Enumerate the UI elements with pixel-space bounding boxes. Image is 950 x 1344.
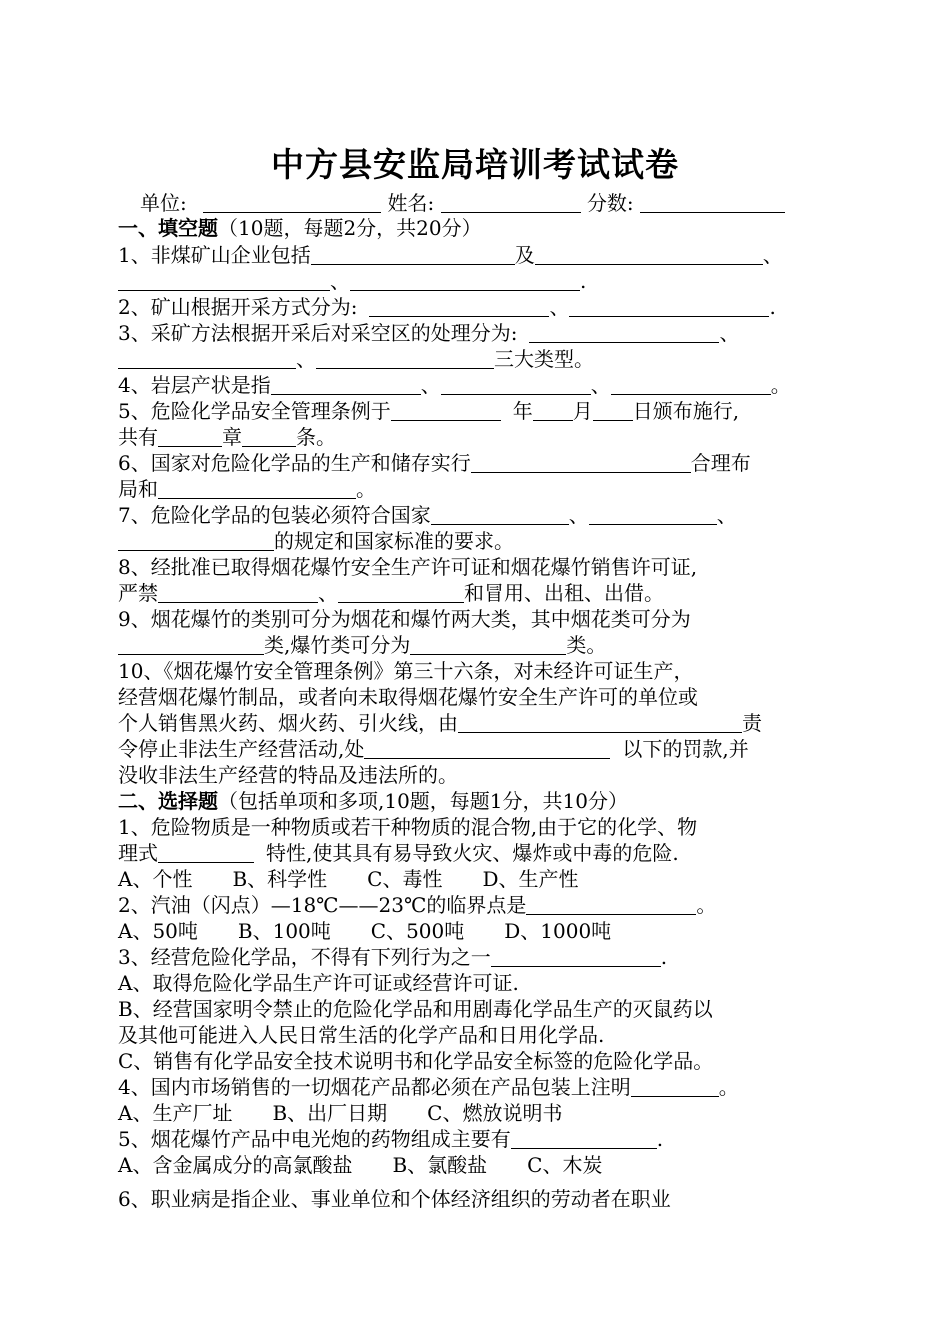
q6-text-2: 合理布 — [690, 451, 751, 475]
q1-blank-1[interactable] — [311, 244, 515, 265]
q1-end: . — [580, 269, 587, 293]
header-row — [140, 190, 785, 216]
mc3-option-a[interactable] — [118, 970, 519, 996]
q10-text-4: 责 — [742, 711, 762, 735]
mc3-option-b[interactable] — [118, 996, 713, 1022]
q1-blank-4[interactable] — [350, 270, 580, 291]
q9-end: 类。 — [566, 633, 607, 657]
q5-year: 年 — [512, 399, 533, 423]
mc2-text: 2、汽油（闪点）—18℃——23℃的临界点是 — [118, 893, 527, 917]
q8-blank-2[interactable] — [338, 582, 464, 603]
mc3-option-b-cont — [118, 1022, 604, 1048]
mc4-line — [118, 1074, 739, 1100]
q2-text: 2、矿山根据开采方式分为: — [118, 295, 358, 319]
q1-line — [118, 242, 783, 268]
mc3-blank[interactable] — [491, 946, 661, 967]
mc3-end: . — [660, 945, 668, 969]
mc4-options[interactable] — [118, 1100, 562, 1126]
mc1-blank[interactable] — [158, 842, 254, 863]
q5-line — [118, 398, 739, 424]
q5-month-blank[interactable] — [533, 400, 573, 421]
mc5-options-text: A、含金属成分的高氯酸盐 B、氯酸盐 C、木炭 — [118, 1153, 603, 1177]
q8-end: 和冒用、出租、出借。 — [464, 581, 664, 605]
q8-line — [118, 554, 697, 580]
q9-text: 9、烟花爆竹的类别可分为烟花和爆竹两大类，其中烟花类可分为 — [118, 607, 691, 631]
q5-article: 条。 — [296, 425, 336, 449]
score-label: 分数: — [586, 191, 634, 215]
section2-note: （包括单项和多项,10题，每题1分，共10分） — [218, 789, 628, 813]
q5-month: 月 — [572, 399, 593, 423]
q1-text: 1、非煤矿山企业包括 — [118, 243, 311, 267]
q7-blank-3[interactable] — [118, 530, 274, 551]
q2-blank-2[interactable] — [569, 296, 769, 317]
mc3-option-a-text: A、取得危险化学品生产许可证或经营许可证. — [118, 971, 519, 995]
q10-line-3 — [118, 710, 762, 736]
q5-day: 日颁布施行, — [632, 399, 740, 423]
q7-sep-2: 、 — [716, 503, 737, 527]
q10-line — [118, 658, 693, 684]
mc3-option-c-text: C、销售有化学品安全技术说明书和化学品安全标签的危险化学品。 — [118, 1049, 714, 1073]
q3-text: 3、采矿方法根据开采后对采空区的处理分为: — [118, 321, 518, 345]
mc2-blank[interactable] — [526, 894, 696, 915]
q1-blank-2[interactable] — [535, 244, 763, 265]
mc2-options[interactable] — [118, 918, 611, 944]
mc4-blank[interactable] — [631, 1076, 719, 1097]
q8-text-2: 严禁 — [118, 581, 158, 605]
unit-label: 单位: — [140, 191, 187, 215]
mc5-blank[interactable] — [511, 1128, 657, 1149]
mc4-end: 。 — [718, 1075, 739, 1099]
section2-heading: 二、选择题 — [118, 789, 218, 813]
q5-year-blank[interactable] — [391, 400, 501, 421]
q2-end: . — [769, 295, 776, 319]
q10-text-5: 令停止非法生产经营活动,处 — [118, 737, 365, 761]
mc5-end: . — [656, 1127, 664, 1151]
mc1-text-3: 特性,使其具有易导致火灾、爆炸或中毒的危险. — [266, 841, 679, 865]
q1-line-2 — [118, 268, 586, 294]
q10-blank-1[interactable] — [458, 712, 742, 733]
q3-line — [118, 320, 739, 346]
q7-blank-1[interactable] — [431, 504, 569, 525]
q1-sep-2: 、 — [330, 269, 350, 293]
mc1-options-text: A、个性 B、科学性 C、毒性 D、生产性 — [118, 867, 579, 891]
q4-line — [118, 372, 791, 398]
mc4-options-text: A、生产厂址 B、出厂日期 C、燃放说明书 — [118, 1101, 563, 1125]
q1-blank-3[interactable] — [118, 270, 330, 291]
q7-line-2 — [118, 528, 514, 554]
q8-text: 8、经批准已取得烟花爆竹安全生产许可证和烟花爆竹销售许可证, — [118, 555, 698, 579]
q4-blank-3[interactable] — [611, 374, 771, 395]
q4-blank-2[interactable] — [441, 374, 591, 395]
q10-text-3: 个人销售黑火药、烟火药、引火线，由 — [118, 711, 458, 735]
q10-line-5 — [118, 762, 458, 788]
q7-end: 的规定和国家标准的要求。 — [274, 529, 514, 553]
mc1-options[interactable] — [118, 866, 578, 892]
q8-line-2 — [118, 580, 664, 606]
q3-blank-2[interactable] — [118, 348, 296, 369]
q3-sep-2: 、 — [296, 347, 316, 371]
mc2-end: 。 — [696, 893, 717, 917]
q10-line-4 — [118, 736, 749, 762]
q3-line-2 — [118, 346, 594, 372]
mc6-line — [118, 1186, 671, 1212]
q3-sep: 、 — [719, 321, 740, 345]
q6-text-3: 局和 — [118, 477, 158, 501]
name-blank[interactable] — [441, 192, 581, 213]
q7-line — [118, 502, 737, 528]
q3-blank-1[interactable] — [529, 322, 719, 343]
q4-sep-2: 、 — [590, 373, 611, 397]
mc1-line-2 — [118, 840, 679, 866]
q10-text-2: 经营烟花爆竹制品，或者向未取得烟花爆竹安全生产许可的单位或 — [118, 685, 698, 709]
mc3-option-c[interactable] — [118, 1048, 713, 1074]
mc3-option-b-text: B、经营国家明令禁止的危险化学品和用剧毒化学品生产的灭鼠药以 — [118, 997, 713, 1021]
mc6-text: 6、职业病是指企业、事业单位和个体经济组织的劳动者在职业 — [118, 1187, 671, 1211]
unit-blank[interactable] — [203, 192, 381, 213]
q5-text: 5、危险化学品安全管理条例于 — [118, 399, 391, 423]
q6-text: 6、国家对危险化学品的生产和储存实行 — [118, 451, 471, 475]
q6-line-2 — [118, 476, 376, 502]
q2-sep: 、 — [549, 295, 570, 319]
q9-line — [118, 606, 691, 632]
mc3-line — [118, 944, 667, 970]
section2-heading-row — [118, 788, 628, 814]
q3-blank-3[interactable] — [316, 348, 494, 369]
score-blank[interactable] — [640, 192, 785, 213]
mc4-text: 4、国内市场销售的一切烟花产品都必须在产品包装上注明 — [118, 1075, 631, 1099]
section1-heading-row — [118, 215, 482, 241]
q3-end: 三大类型。 — [494, 347, 594, 371]
mc1-text: 1、危险物质是一种物质或若干种物质的混合物,由于它的化学、物 — [118, 815, 698, 839]
q4-text: 4、岩层产状是指 — [118, 373, 271, 397]
mc5-line — [118, 1126, 663, 1152]
mc3-text: 3、经营危险化学品，不得有下列行为之一 — [118, 945, 491, 969]
mc3-option-b-text-2: 及其他可能进入人民日常生活的化学产品和日用化学品. — [118, 1023, 605, 1047]
q10-text: 10、《烟花爆竹安全管理条例》第三十六条，对未经许可证生产， — [118, 659, 694, 683]
section1-note: （10题，每题2分，共20分） — [218, 216, 482, 240]
q9-blank-1[interactable] — [118, 634, 264, 655]
exam-title: 中方县安监局培训考试试卷 — [271, 145, 679, 184]
mc2-options-text: A、50吨 B、100吨 C、500吨 D、1000吨 — [118, 919, 612, 943]
section1-heading: 一、填空题 — [118, 216, 218, 240]
q6-line — [118, 450, 751, 476]
q5-chapter-blank[interactable] — [158, 426, 222, 447]
q9-line-2 — [118, 632, 606, 658]
q7-text: 7、危险化学品的包装必须符合国家 — [118, 503, 431, 527]
q8-blank-1[interactable] — [158, 582, 318, 603]
mc1-line — [118, 814, 697, 840]
q5-chapter: 章 — [222, 425, 242, 449]
mc5-options[interactable] — [118, 1152, 602, 1178]
q6-blank-1[interactable] — [471, 452, 691, 473]
q7-blank-2[interactable] — [589, 504, 717, 525]
q4-blank-1[interactable] — [271, 374, 421, 395]
q9-text-2: 类,爆竹类可分为 — [264, 633, 411, 657]
q5-line-2 — [118, 424, 336, 450]
q8-sep: 、 — [318, 581, 338, 605]
mc5-text: 5、烟花爆竹产品中电光炮的药物组成主要有 — [118, 1127, 511, 1151]
mc1-text-2: 理式 — [118, 841, 158, 865]
q2-blank-1[interactable] — [369, 296, 549, 317]
q10-text-7: 没收非法生产经营的特品及违法所的。 — [118, 763, 458, 787]
q1-text-and: 及 — [514, 243, 535, 267]
q2-line — [118, 294, 776, 320]
q5-has: 共有 — [118, 425, 158, 449]
mc2-line — [118, 892, 716, 918]
q9-blank-2[interactable] — [410, 634, 566, 655]
q1-sep: 、 — [762, 243, 783, 267]
q4-end: 。 — [770, 373, 791, 397]
q10-blank-2[interactable] — [364, 738, 610, 759]
q6-blank-2[interactable] — [158, 478, 356, 499]
q10-line-2 — [118, 684, 698, 710]
q4-sep: 、 — [420, 373, 441, 397]
q6-end: 。 — [356, 477, 376, 501]
q5-article-blank[interactable] — [242, 426, 296, 447]
q10-text-6: 以下的罚款,并 — [622, 737, 749, 761]
name-label: 姓名: — [387, 191, 435, 215]
q7-sep: 、 — [568, 503, 589, 527]
q5-day-blank[interactable] — [593, 400, 633, 421]
